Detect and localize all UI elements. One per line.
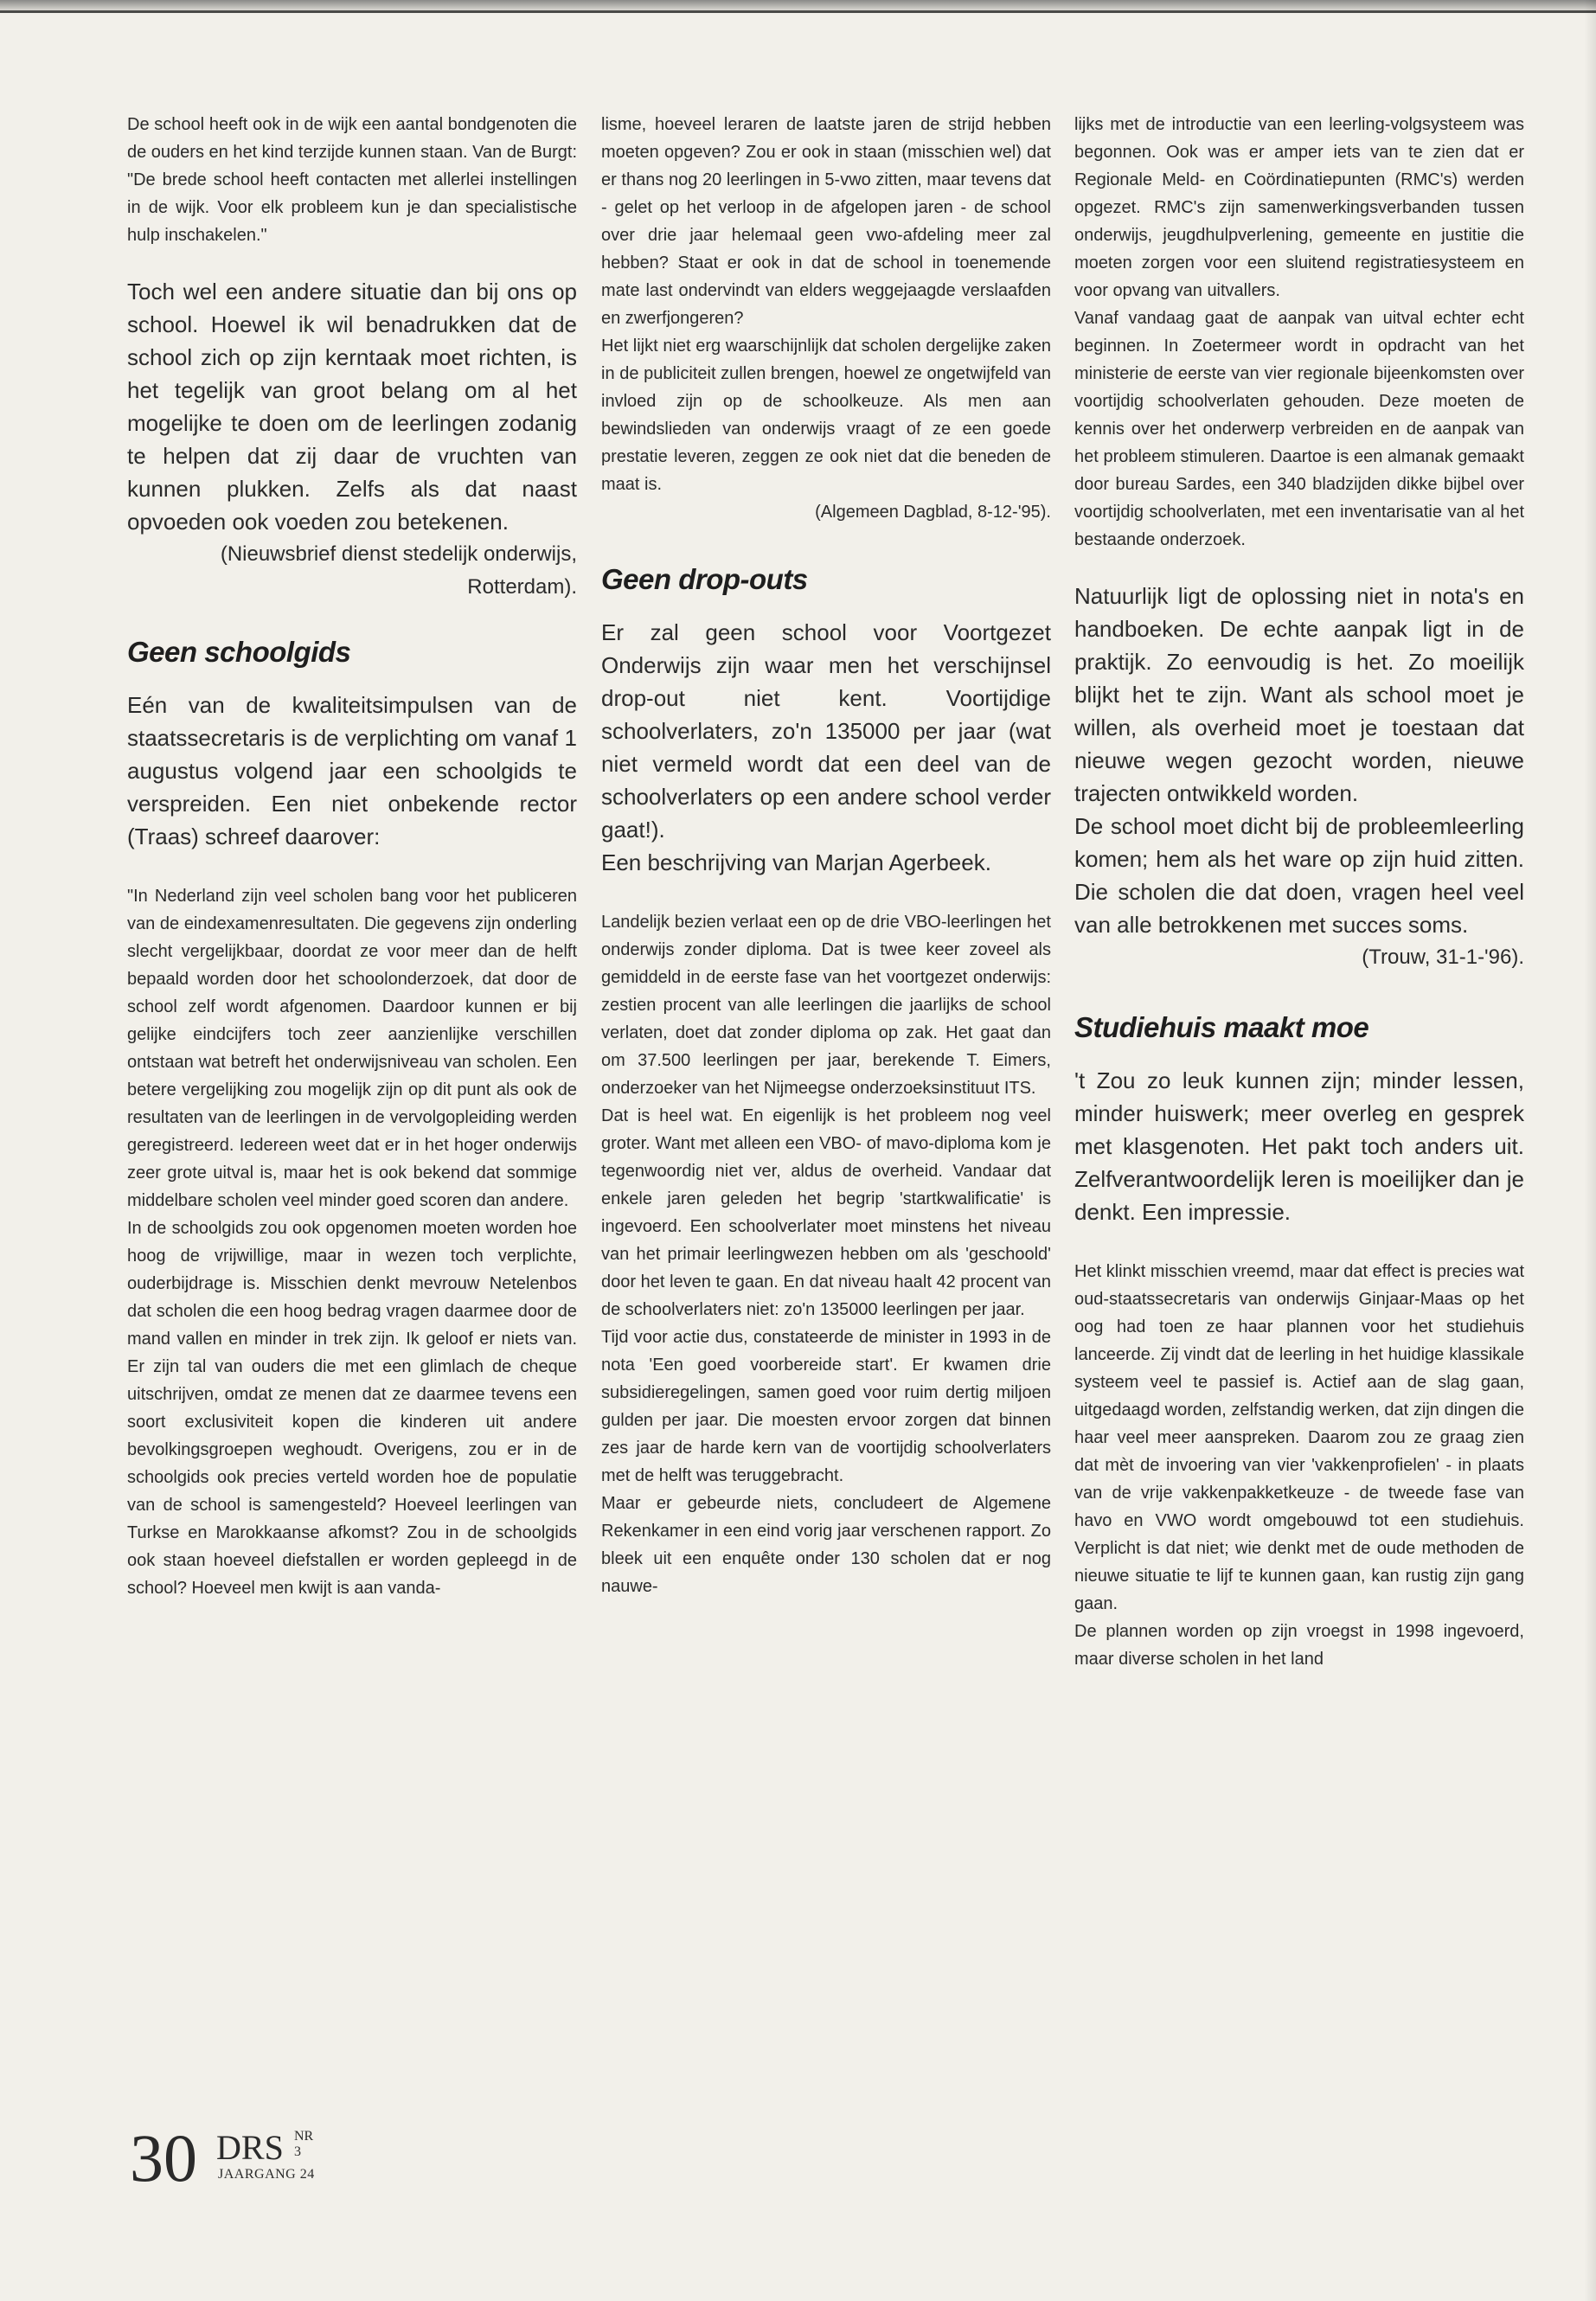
paragraph: Tijd voor actie dus, constateerde de minister in 1993 in de nota 'Een goed voorbereide start'. Er kwamen drie subsidieregelingen, samen goed voor ruim dertig miljoen gulden per jaar. Die moesten ervoor zorgen dat binnen zes jaar de harde kern van de voortijdig schoolverlaters met de helft was teruggebracht. [601,1328,1051,1485]
intro-paragraph: Eén van de kwaliteitsimpulsen van de staatssecretaris is de verplichting om vanaf 1 augustus volgend jaar een schoolgids te verspreiden. Een niet onbekende rector (Traas) schreef daarover: [127,692,577,849]
top-border [0,0,1596,10]
paragraph: De plannen worden op zijn vroegst in 1998 ingevoerd, maar diverse scholen in het land [1074,1622,1524,1669]
page-edge-shadow [1584,0,1596,2301]
quote-paragraph: "In Nederland zijn veel scholen bang voor het publiceren van de eindexamenresultaten. Die gegevens zijn onderling slecht vergelijkbaar, doordat ze voor meer dan de helft bepaald worden door het schoolonderzoek, dat door de school zelf wordt afgenomen. Daardoor kunnen er bij gelijke eindcijfers toch zeer aanzienlijke verschillen ontstaan wat betreft het onderwijsniveau van scholen. Een betere vergelijking zou mogelijk zijn op dit punt als ook de resultaten van de leerlingen in de vervolgopleiding werden geregistreerd. Iedereen weet dat er in het hoger onderwijs zeer grote uitval is, maar het is ook bekend dat sommige middelbare scholen veel minder goed scoren dan andere. [127,887,577,1210]
paragraph: Natuurlijk ligt de oplossing niet in nota's en handboeken. De echte aanpak ligt in de praktijk. Zo eenvoudig is het. Zo moeilijk blijkt het te zijn. Want als school moet je willen, als overheid moet je toestaan dat nieuwe wegen gezocht worden, nieuwe trajecten ontwikkeld worden. [1074,583,1524,806]
paragraph: Maar er gebeurde niets, concludeert de Algemene Rekenkamer in een eind vorig jaar verschenen rapport. Zo bleek uit een enquête onder 130 scholen dat er nog nauwe- [601,1494,1051,1596]
source-citation: (Trouw, 31-1-'96). [1362,945,1524,969]
column-1 [127,111,577,1602]
paragraph: Toch wel een andere situatie dan bij ons op school. Hoewel ik wil benadrukken dat de school zich op zijn kerntaak moet richten, is het tegelijk van groot belang om al het mogelijke te doen om de leerlingen zodanig te helpen dat zij daar de vruchten van kunnen plukken. Zelfs als dat naast opvoeden ook voeden zou betekenen. [127,279,577,535]
section-heading: Studiehuis maakt moe [1074,1011,1369,1043]
intro-paragraph: 't Zou zo leuk kunnen zijn; minder lessen, minder huiswerk; meer overleg en gesprek met klasgenoten. Het pakt toch anders uit. Zelfverantwoordelijk leren is moeilijker dan je denkt. Een impressie. [1074,1067,1524,1225]
top-rule [0,10,1596,13]
volume-label: JAARGANG 24 [218,2167,315,2182]
section-heading: Geen drop-outs [601,563,808,595]
issue-number: NR 3 [294,2129,314,2159]
intro-paragraph: Er zal geen school voor Voortgezet Onderwijs zijn waar men het verschijnsel drop-out niet kent. Voortijdige schoolverlaters, zo'n 135000 per jaar (wat niet vermeld wordt dat een deel van de schoolverlaters op een andere school verder gaat!). [601,619,1051,843]
paragraph: Landelijk bezien verlaat een op de drie VBO-leerlingen het onderwijs zonder diploma. Dat is twee keer zoveel als gemiddeld in de eerste fase van het voortgezet onderwijs: zestien procent van alle leerlingen die jaarlijks de school verlaten, doet dat zonder diploma op zak. Het gaat dan om 37.500 leerlingen per jaar, berekende T. Eimers, onderzoeker van het Nijmeegse onderzoeksinstituut ITS. [601,913,1051,1098]
column-3 [1074,111,1524,1673]
source-citation: (Algemeen Dagblad, 8-12-'95). [815,503,1051,522]
paragraph: Het lijkt niet erg waarschijnlijk dat scholen dergelijke zaken in de publiciteit zullen brengen, hoewel ze ongetwijfeld van invloed zijn op de schoolkeuze. Als men aan bewindslieden van onderwijs vraagt of ze een goede prestatie leveren, zeggen ze ook niet dat die beneden de maat is. [601,336,1051,494]
magazine-title: DRS [216,2128,284,2167]
column-2 [601,111,1051,1600]
section-heading: Geen schoolgids [127,636,351,668]
paragraph: Vanaf vandaag gaat de aanpak van uitval echter echt beginnen. In Zoetermeer wordt in opdracht van het ministerie de eerste van vier regionale bijeenkomsten over voortijdig schoolverlaten gehouden. Deze moeten de kennis over het onderwerp verbreiden en de aanpak van het probleem stimuleren. Daartoe is een almanak gemaakt door bureau Sardes, een 340 bladzijden dikke bijbel over voortijdig schoolverlaten, met een inventarisatie van al het bestaande onderzoek. [1074,309,1524,549]
source-citation: (Nieuwsbrief dienst stedelijk onderwijs, Rotterdam). [220,542,577,599]
byline: Een beschrijving van Marjan Agerbeek. [601,849,991,875]
paragraph: De school heeft ook in de wijk een aantal bondgenoten die de ouders en het kind terzijde kunnen staan. Van de Burgt: "De brede school heeft contacten met allerlei instellingen in de wijk. Voor elk probleem kun je dan specialistische hulp inschakelen." [127,115,577,245]
paragraph: Dat is heel wat. En eigenlijk is het probleem nog veel groter. Want met alleen een VBO- of mavo-diploma kom je tegenwoordig niet ver, aldus de overheid. Vandaar dat enkele jaren geleden het begrip 'startkwalificatie' is ingevoerd. Een schoolverlater moet minstens het niveau van het primair leerlingwezen hebben om als 'geschoold' door het leven te gaan. En dat niveau haalt 42 procent van de schoolverlaters niet: zo'n 135000 leerlingen per jaar. [601,1106,1051,1319]
paragraph: lijks met de introductie van een leerling-volgsysteem was begonnen. Ook was er amper iets van te zien dat er Regionale Meld- en Coördinatiepunten (RMC's) werden opgezet. RMC's zijn samenwerkingsverbanden tussen onderwijs, jeugdhulpverlening, gemeente en justitie die moeten zorgen voor een sluitend registratiesysteem en voor opvang van uitvallers. [1074,115,1524,300]
paragraph: lisme, hoeveel leraren de laatste jaren de strijd hebben moeten opgeven? Zou er ook in staan (misschien wel) dat er thans nog 20 leerlingen in 5-vwo zitten, maar tevens dat - gelet op het verloop in de afgelopen jaren - de school over drie jaar helemaal geen vwo-afdeling meer zal hebben? Staat er ook in dat de school in toenemende mate last ondervindt van elders weggejaagde verslaafden en zwerfjongeren? [601,115,1051,328]
paragraph: Het klinkt misschien vreemd, maar dat effect is precies wat oud-staatssecretaris van onderwijs Ginjaar-Maas op het oog had toen ze haar plannen voor het studiehuis lanceerde. Zij vindt dat de leerling in het huidige klassikale systeem veel te passief is. Actief aan de slag gaan, uitgedaagd worden, zelfstandig werken, dat zijn dingen die haar veel meer aanspreken. Daarom zou ze graag zien dat mèt de invoering van vier 'vakkenprofielen' - in plaats van de vrije vakkenpakketkeuze - de tweede fase van havo en VWO wordt omgebouwd tot een studiehuis. Verplicht is dat niet; wie denkt met de oude methoden de nieuwe situatie te lijf te kunnen gaan, kan rustig zijn gang gaan. [1074,1262,1524,1613]
page-number: 30 [130,2120,197,2195]
paragraph: De school moet dicht bij de probleemleerling komen; hem als het ware op zijn huid zitten. Die scholen die dat doen, vragen heel veel van alle betrokkenen met succes soms. [1074,813,1524,938]
quote-paragraph: In de schoolgids zou ook opgenomen moeten worden hoe hoog de vrijwillige, maar in wezen toch verplichte, ouderbijdrage is. Misschien denkt mevrouw Netelenbos dat scholen die een hoog bedrag vragen daarmee door de mand vallen en minder in trek zijn. Ik geloof er niets van. Er zijn tal van ouders die met een glimlach de cheque uitschrijven, omdat ze menen dat ze daarmee tevens een soort exclusiviteit kopen die kinderen uit andere bevolkingsgroepen weghoudt. Overigens, zou er in de schoolgids ook precies verteld worden hoe de populatie van de school is samengesteld? Hoeveel leerlingen van Turkse en Marokkaanse afkomst? Zou in de schoolgids ook staan hoeveel diefstallen er worden gepleegd in de school? Hoeveel men kwijt is aan vanda- [127,1219,577,1598]
